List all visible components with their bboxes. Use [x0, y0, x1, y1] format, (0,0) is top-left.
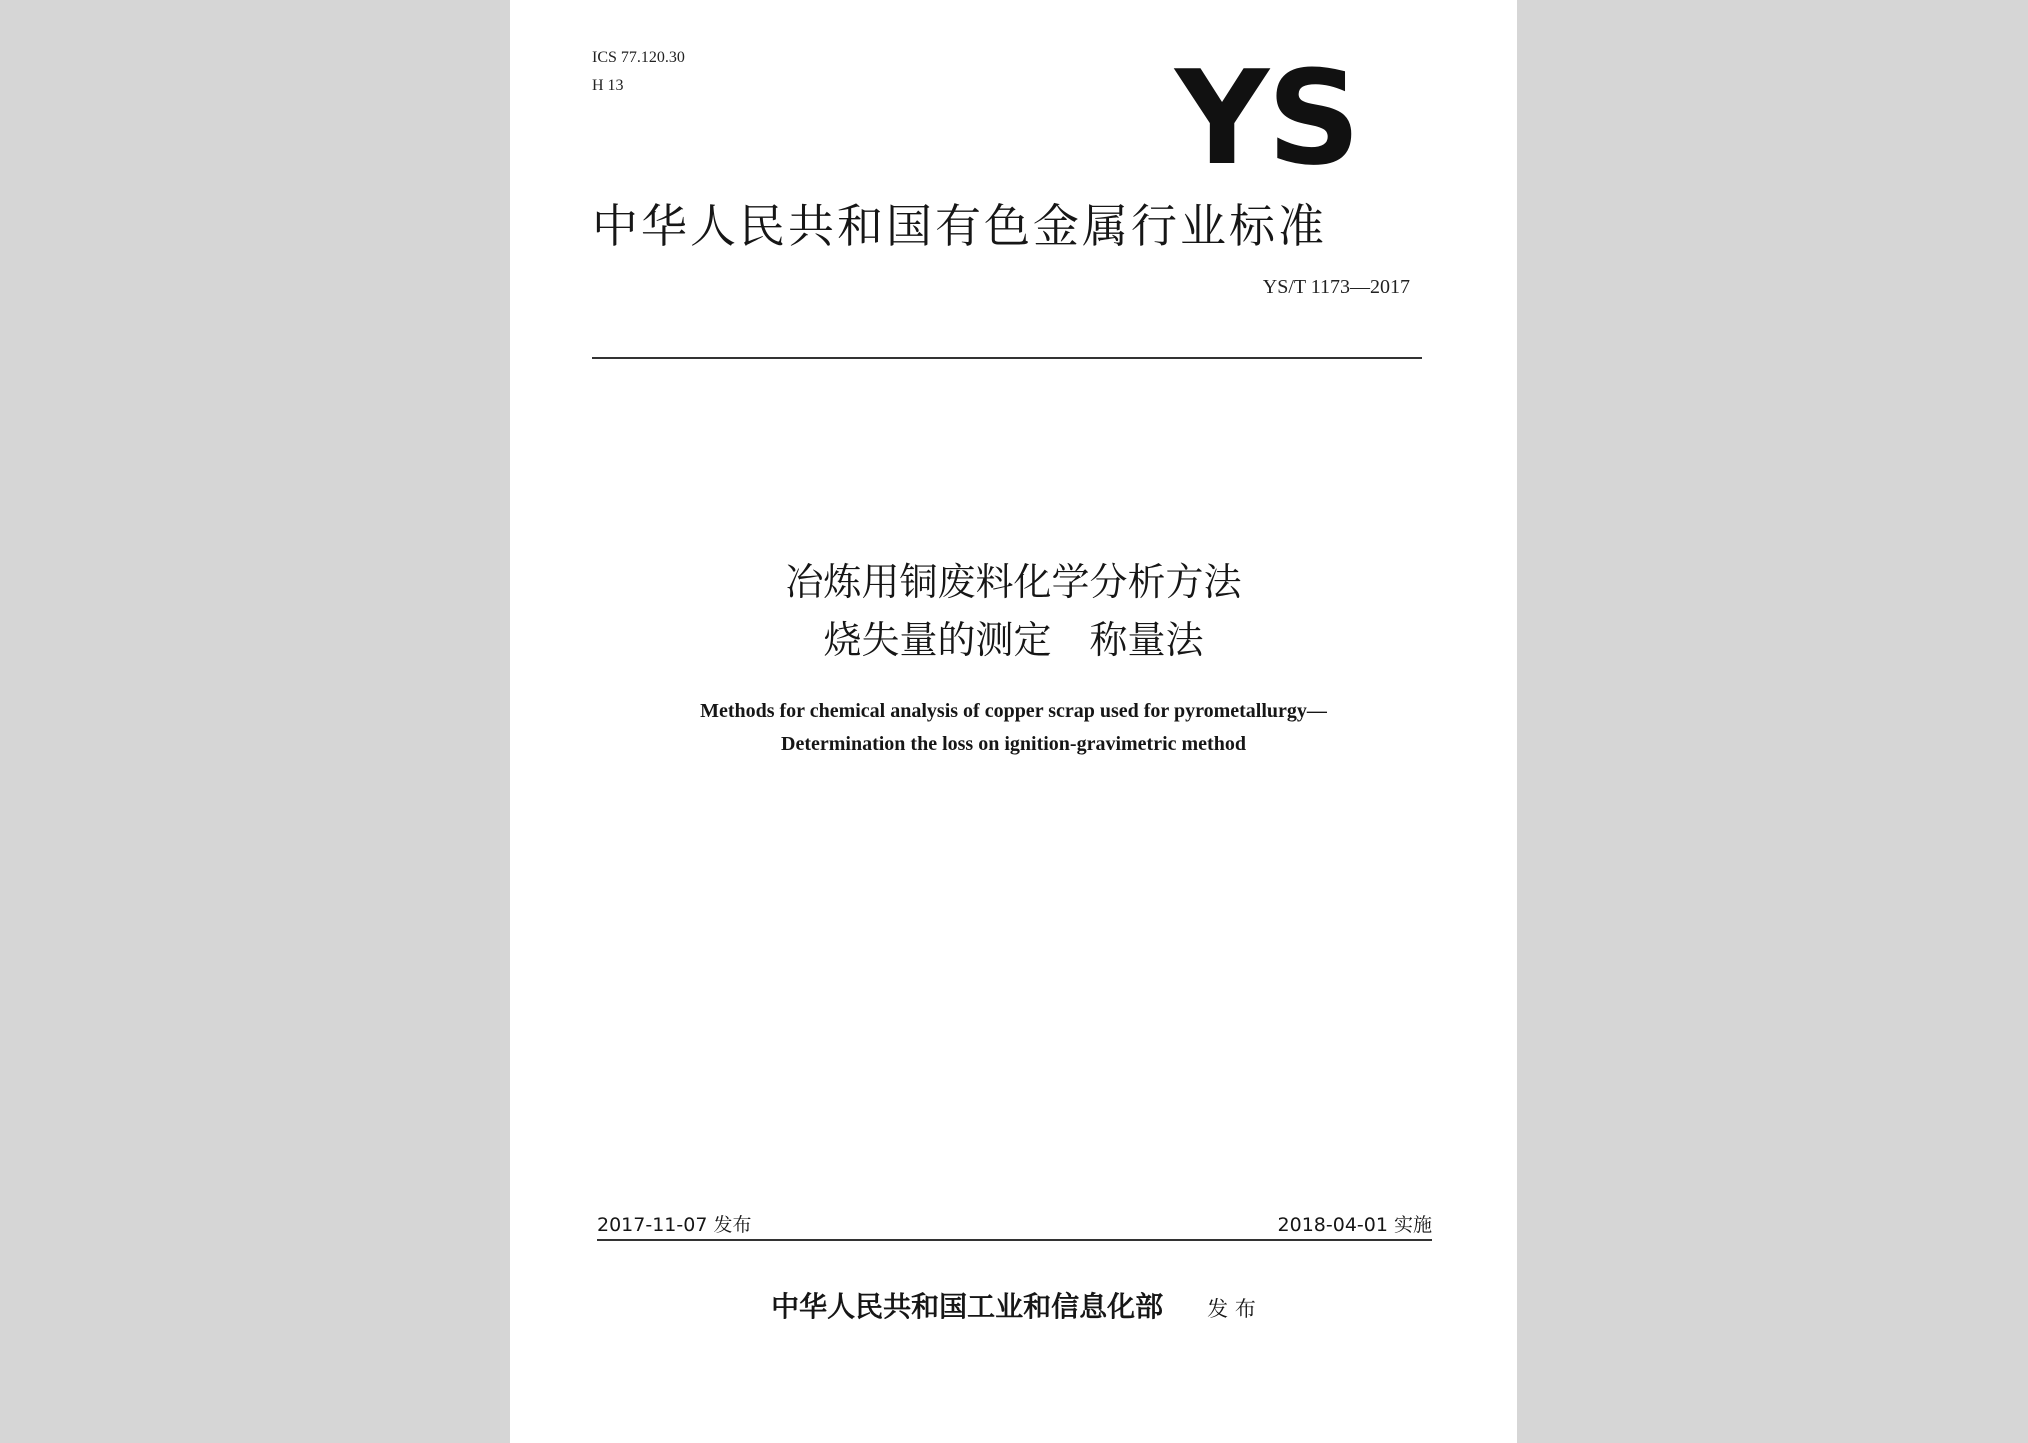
implementation-date: 2018-04-01 实施	[1277, 1214, 1432, 1236]
standard-cover-page	[510, 0, 1517, 1443]
chinese-title-line-2: 烧失量的测定 称量法	[823, 618, 1204, 662]
standard-number: YS/T 1173—2017	[1262, 276, 1410, 298]
ics-code: ICS 77.120.30	[592, 49, 685, 66]
publish-label: 发 布	[1207, 1297, 1256, 1321]
publisher-line	[510, 1285, 1517, 1325]
english-title-line-1: Methods for chemical analysis of copper scrap used for pyrometallurgy—	[700, 700, 1327, 722]
chinese-title	[510, 553, 1517, 669]
issue-date: 2017-11-07 发布	[597, 1214, 752, 1236]
classification-codes	[592, 44, 685, 100]
chinese-title-line-1: 冶炼用铜废料化学分析方法	[785, 560, 1242, 604]
publisher-name: 中华人民共和国工业和信息化部	[771, 1290, 1164, 1323]
ccs-code: H 13	[592, 77, 624, 94]
footer-divider	[597, 1239, 1432, 1241]
industry-standard-title: 中华人民共和国有色金属行业标准	[592, 199, 1327, 253]
english-title	[510, 695, 1517, 761]
header-divider	[592, 357, 1422, 359]
ys-logo: YS	[1175, 42, 1359, 194]
english-title-line-2: Determination the loss on ignition-gravimetric method	[781, 733, 1246, 755]
